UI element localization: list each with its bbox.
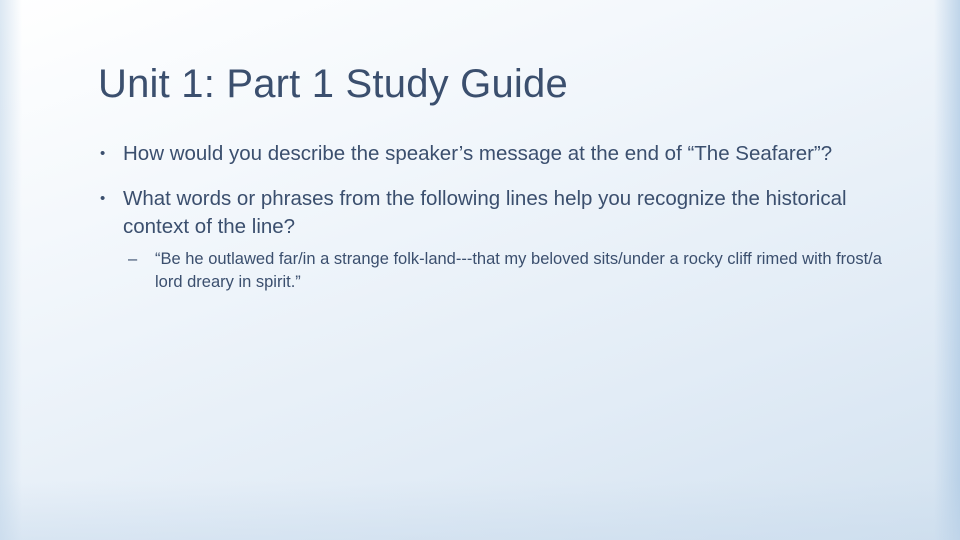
slide-content [100, 140, 890, 294]
bullet-marker: • [100, 190, 106, 207]
sub-bullet-item-1 [100, 248, 890, 294]
bullet-text: What words or phrases from the following lines help you recognize the historical context of the line? [123, 187, 847, 238]
bullet-marker: • [100, 145, 106, 162]
slide-title: Unit 1: Part 1 Study Guide [98, 62, 568, 106]
sub-bullet-marker: – [128, 250, 138, 268]
bullet-text: How would you describe the speaker’s message at the end of “The Seafarer”? [123, 142, 833, 165]
bullet-item-1 [100, 140, 890, 168]
sub-bullet-text: “Be he outlawed far/in a strange folk-land---that my beloved sits/under a rocky cliff rimed with frost/a lord dreary in spirit.” [155, 250, 882, 291]
background-edge-left [0, 0, 22, 540]
background-edge-right [934, 0, 960, 540]
background-edge-bottom [0, 480, 960, 540]
bullet-item-2 [100, 185, 890, 241]
